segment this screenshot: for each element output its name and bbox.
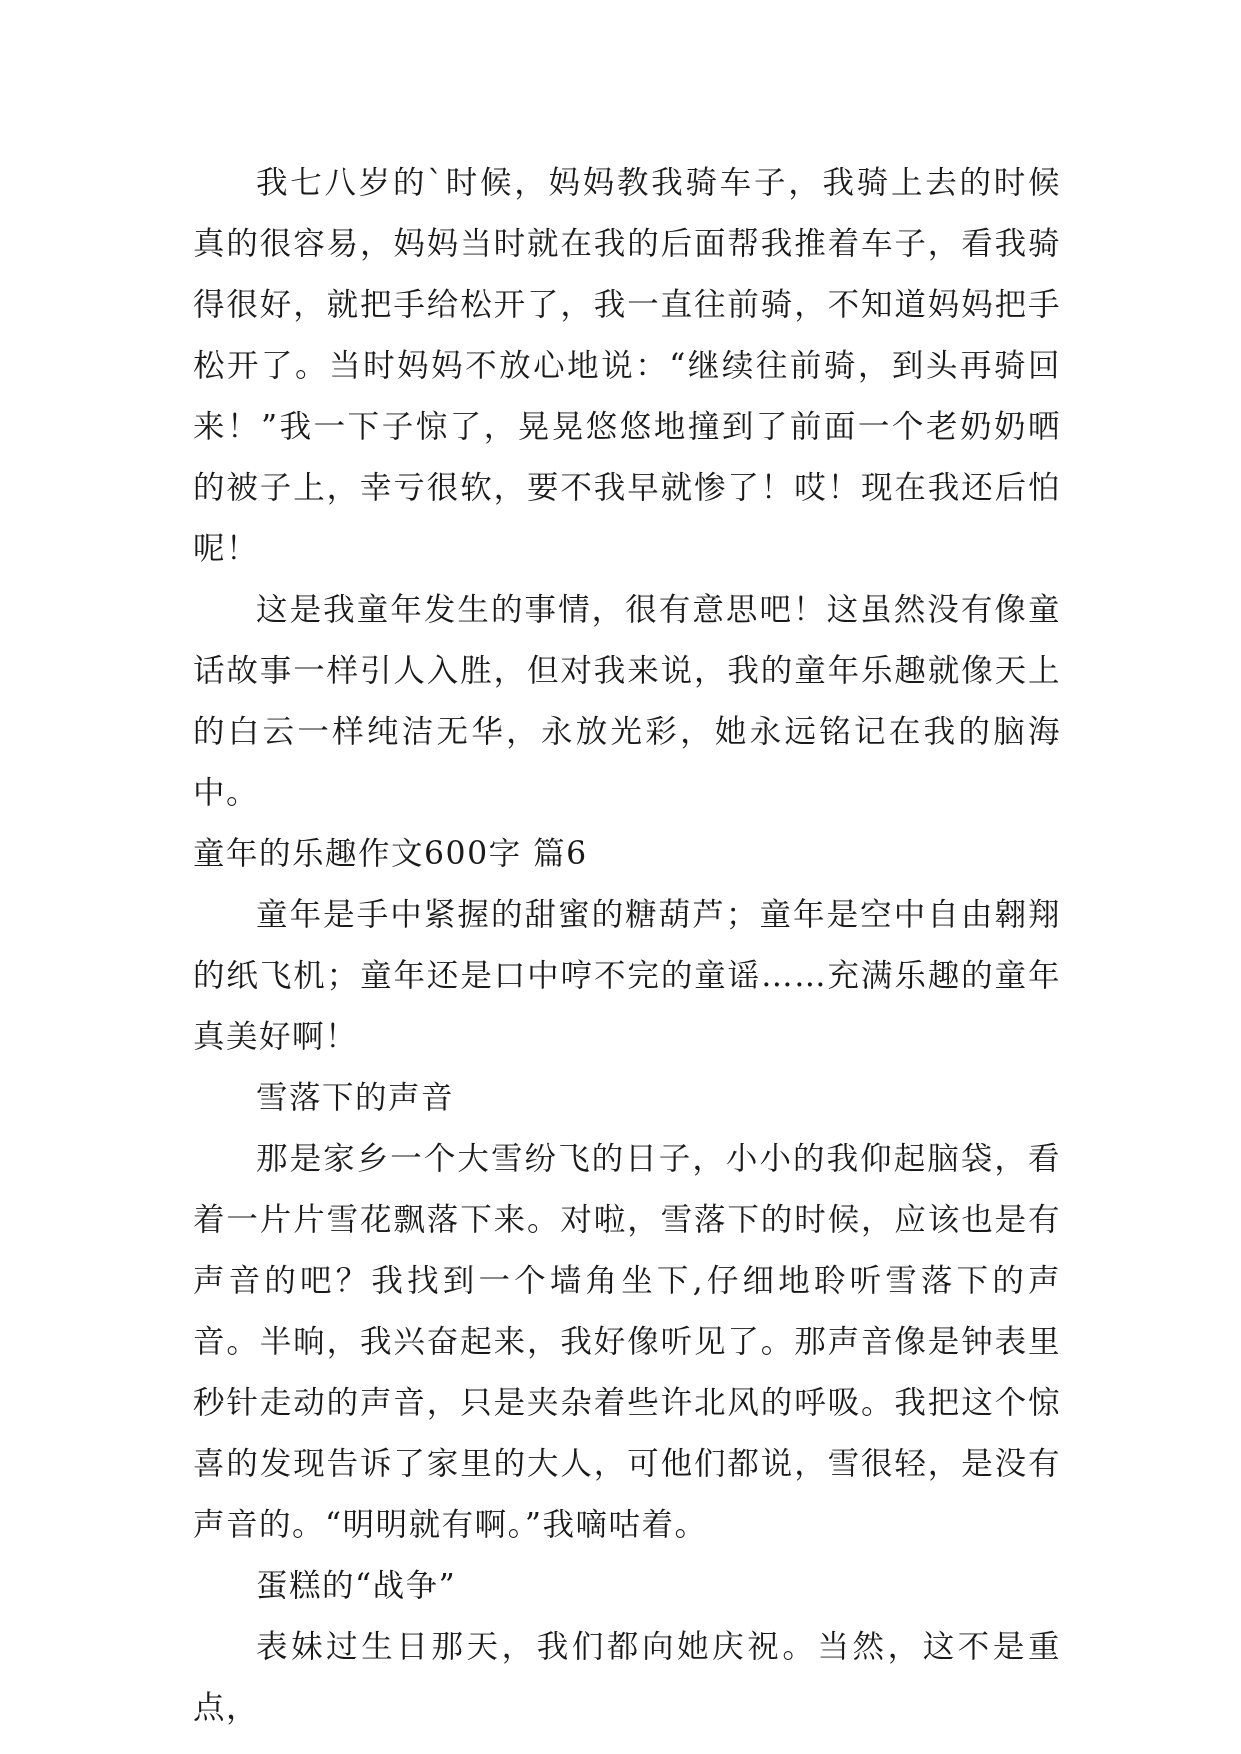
paragraph-bike-story: 我七八岁的`时候，妈妈教我骑车子，我骑上去的时候真的很容易，妈妈当时就在我的后面帮我推着车子，看我骑得很好，就把手给松开了，我一直往前骑，不知道妈妈把手松开了。当时妈妈不放心地说：“继续往前骑，到头再骑回来！”我一下子惊了，晃晃悠悠地撞到了前面一个老奶奶晒的被子上，幸亏很软，要不我早就惨了！哎！现在我还后怕呢！ (193, 165, 1061, 567)
paragraph-intro: 童年是手中紧握的甜蜜的糖葫芦；童年是空中自由翱翔的纸飞机；童年还是口中哼不完的童谣……充满乐趣的童年真美好啊！ (193, 897, 1061, 1055)
document-page (193, 153, 1061, 1739)
essay-title: 童年的乐趣作文600字 篇6 (193, 836, 588, 872)
section-heading-snow: 雪落下的声音 (256, 1080, 455, 1116)
section-heading-cake: 蛋糕的“战争” (256, 1568, 457, 1604)
paragraph-childhood-summary: 这是我童年发生的事情，很有意思吧！这虽然没有像童话故事一样引人入胜，但对我来说，我的童年乐趣就像天上的白云一样纯洁无华，永放光彩，她永远铭记在我的脑海中。 (193, 592, 1061, 811)
paragraph-cake: 表妹过生日那天，我们都向她庆祝。当然，这不是重点， (193, 1629, 1061, 1726)
paragraph-snow: 那是家乡一个大雪纷飞的日子，小小的我仰起脑袋，看着一片片雪花飘落下来。对啦，雪落下的时候，应该也是有声音的吧？我找到一个墙角坐下,仔细地聆听雪落下的声音。半晌，我兴奋起来，我好像听见了。那声音像是钟表里秒针走动的声音，只是夹杂着些许北风的呼吸。我把这个惊喜的发现告诉了家里的大人，可他们都说，雪很轻，是没有声音的。“明明就有啊。”我嘀咕着。 (193, 1141, 1061, 1543)
